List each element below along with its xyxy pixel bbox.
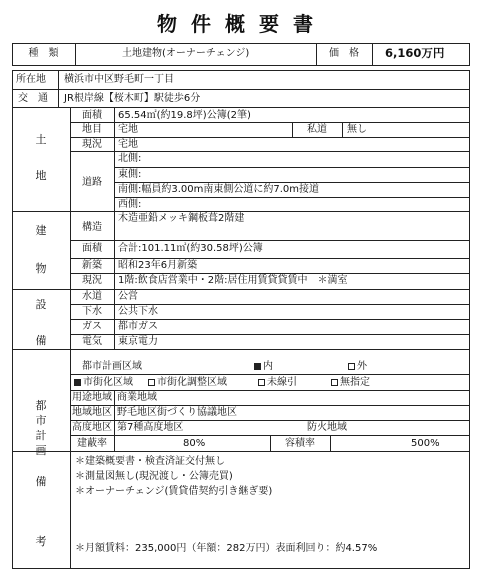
coverage-value: 80% — [183, 438, 206, 449]
unspecified-option: 無指定 — [331, 377, 370, 389]
structure-label: 構造 — [82, 222, 102, 233]
unspecified-checkbox — [331, 379, 338, 386]
road-east: 東側: — [118, 169, 142, 180]
planning-label: 都 市 計 — [35, 399, 47, 442]
location-value: 横浜市中区野毛町一丁目 — [64, 74, 174, 85]
land-category-value: 宅地 — [118, 124, 138, 135]
coverage-label: 建蔽率 — [77, 438, 107, 449]
urbanization-checkbox — [74, 379, 81, 386]
far-label: 容積率 — [285, 438, 315, 449]
water-value: 公営 — [118, 291, 138, 302]
price-label: 価 格 — [329, 48, 359, 59]
road-west: 西側: — [118, 199, 142, 210]
road-south: 南側:幅員約3.00m南東側公道に約7.0m接道 — [118, 184, 320, 195]
urbanization-option: 市街化区域 — [74, 377, 133, 389]
water-label: 水道 — [82, 291, 102, 302]
remarks-label-1: 備 — [35, 475, 47, 488]
built-label: 新築 — [82, 260, 102, 271]
remark-line: ＊オーナーチェンジ(賃貸借契約引き継ぎ要) — [75, 486, 273, 497]
price-value: 6,160万円 — [385, 46, 445, 60]
fire-zone: 防火地域 — [307, 422, 347, 433]
traffic-label: 交 通 — [18, 93, 48, 104]
electric-label: 電気 — [82, 336, 102, 347]
undrawn-checkbox — [258, 379, 265, 386]
district-value: 野毛地区街づくり協議地区 — [117, 407, 237, 418]
built-value: 昭和23年6月新築 — [118, 260, 198, 271]
building-label-1: 建 — [35, 224, 47, 237]
far-value: 500% — [411, 438, 440, 449]
inside-checkbox — [254, 363, 261, 370]
gas-value: 都市ガス — [118, 321, 158, 332]
road-north: 北側: — [118, 153, 142, 164]
planning-area-label: 都市計画区域 — [82, 361, 142, 372]
type-label: 種 類 — [28, 48, 59, 59]
building-label-2: 物 — [35, 262, 47, 275]
undrawn-option: 未線引 — [258, 377, 297, 389]
page-title: 物件概要書 — [157, 12, 327, 36]
remarks-label-2: 考 — [35, 535, 47, 548]
zoning-label: 用途地域 — [72, 392, 112, 403]
remark-line: ＊建築概要書・検査済証交付無し — [75, 456, 225, 467]
land-label-2: 地 — [35, 169, 47, 182]
remark-line: ＊月額賃料：235,000円（年額：282万円）表面利回り：約4.57% — [75, 543, 378, 554]
land-label-1: 土 — [35, 133, 47, 146]
land-category-label: 地目 — [82, 124, 102, 135]
adjust-option: 市街化調整区域 — [148, 377, 227, 389]
land-status-value: 宅地 — [118, 139, 138, 150]
building-status-value: 1階:飲食店営業中・2階:居住用賃貸貸賃中 ＊満室 — [118, 275, 348, 286]
facilities-label-2: 備 — [35, 334, 47, 347]
location-label: 所在地 — [16, 74, 46, 85]
land-area-value: 65.54㎡(約19.8坪)公簿(2筆) — [118, 110, 251, 121]
sewer-label: 下水 — [82, 306, 102, 317]
structure-value: 木造亜鉛メッキ鋼板葺2階建 — [118, 213, 245, 224]
traffic-value: JR根岸線【桜木町】駅徒歩6分 — [64, 93, 201, 104]
building-area-value: 合計:101.11㎡(約30.58坪)公簿 — [118, 243, 263, 254]
private-road-label: 私道 — [307, 124, 327, 135]
type-value: 土地建物(オーナーチェンジ) — [122, 48, 250, 59]
height-label: 高度地区 — [72, 422, 112, 433]
gas-label: ガス — [82, 321, 102, 332]
sewer-value: 公共下水 — [118, 306, 158, 317]
road-label: 道路 — [82, 177, 102, 188]
building-status-label: 現況 — [82, 275, 102, 286]
height-value: 第7種高度地区 — [117, 422, 184, 433]
planning-inside: 内 — [254, 361, 273, 373]
zoning-value: 商業地域 — [117, 392, 157, 403]
outside-checkbox — [348, 363, 355, 370]
remark-line: ＊測量図無し(現況渡し・公簿売買) — [75, 471, 233, 482]
district-label: 地域地区 — [72, 407, 112, 418]
electric-value: 東京電力 — [118, 336, 158, 347]
facilities-label-1: 設 — [35, 298, 47, 311]
planning-outside: 外 — [348, 361, 367, 373]
private-road-value: 無し — [347, 124, 367, 135]
adjust-checkbox — [148, 379, 155, 386]
building-area-label: 面積 — [82, 243, 102, 254]
land-area-label: 面積 — [82, 110, 102, 121]
land-status-label: 現況 — [82, 139, 102, 150]
